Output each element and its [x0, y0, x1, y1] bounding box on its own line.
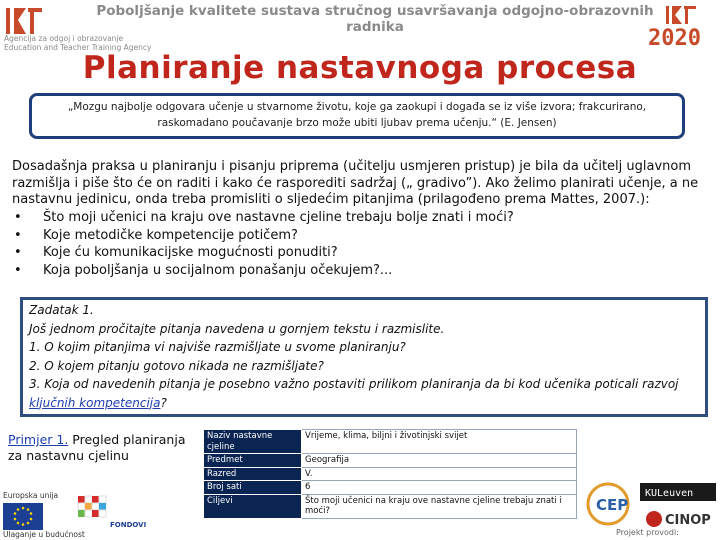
list-item-text: Koja poboljšanja u socijalnom ponašanju očekujem?...	[43, 262, 393, 278]
table-label: Predmet	[204, 454, 302, 468]
task-question-2: 2. O kojem pitanju gotovo nikada ne razmišljate?	[29, 358, 324, 373]
table-value: 6	[302, 481, 577, 495]
question-list	[12, 209, 712, 279]
table-value: Vrijeme, klima, biljni i životinjski svijet	[302, 430, 577, 454]
planning-table	[203, 429, 577, 519]
cinop-label: CINOP	[665, 513, 711, 528]
fondovi-label: FONDOVI	[110, 521, 147, 529]
table-label: Razred	[204, 467, 302, 481]
agency-logo-icon	[4, 4, 44, 36]
table-label: Naziv nastavne cjeline	[204, 430, 302, 454]
bullet-icon: •	[14, 227, 22, 243]
partner-label: KULeuven	[645, 488, 694, 499]
eu-flag-icon	[3, 503, 43, 530]
list-item	[12, 244, 712, 262]
list-item-text: Što moji učenici na kraju ove nastavne cjeline trebaju bolje znati i moći?	[43, 210, 514, 225]
task-question-3	[29, 375, 705, 412]
table-label: Broj sati	[204, 481, 302, 495]
page-title: Planiranje nastavnoga procesa	[82, 50, 638, 86]
list-item	[12, 262, 712, 280]
banner-title: Poboljšanje kvalitete sustava stručnog usavršavanja odgojno-obrazovnih radnika	[96, 3, 654, 35]
table-value: Što moji učenici na kraju ove nastavne cjeline trebaju znati i moći?	[302, 494, 577, 518]
eu-funds-logo-icon	[60, 494, 147, 530]
eu-slogan: Ulaganje u budućnost	[3, 530, 85, 539]
example-text: Pregled planiranja za nastavnu cjelinu	[8, 432, 186, 463]
table-row	[204, 454, 577, 468]
cinop-logo-icon	[644, 508, 714, 530]
agency-name-en: Education and Teacher Training Agency	[4, 43, 152, 52]
example-link[interactable]: Primjer 1.	[8, 432, 69, 447]
table-value: Geografija	[302, 454, 577, 468]
table-row	[204, 467, 577, 481]
intro-paragraph: Dosadašnja praksa u planiranju i pisanju priprema (učitelju usmjeren pristup) je bila da učitelj uglavnom razmišlja i piše što će on raditi i kako će rasporediti sadržaj („ gradivo”). Ako želimo planirati učenje, a ne nastavnu jedinicu, onda treba promisliti o sljedećim pitanjima (prilagođeno prema Mattes, 2007.):	[12, 159, 699, 208]
bullet-icon: •	[14, 245, 22, 260]
key-competences-link[interactable]: ključnih kompetencija	[29, 395, 161, 410]
list-item	[12, 209, 712, 227]
task-intro: Još jednom pročitajte pitanja navedena u gornjem tekstu i razmislite.	[29, 321, 445, 336]
task-title: Zadatak 1.	[29, 303, 94, 317]
list-item-text: Koje ću komunikacijske mogućnosti ponuditi?	[43, 245, 338, 260]
table-row	[204, 430, 577, 454]
partner-logo-icon	[640, 483, 716, 501]
list-item-text: Koje metodičke kompetencije potičem?	[43, 227, 298, 243]
cep-logo-icon	[582, 480, 634, 528]
bullet-icon: •	[14, 262, 22, 278]
task-text	[29, 301, 705, 412]
year-label: 2020	[648, 26, 701, 51]
table-row	[204, 494, 577, 518]
bullet-icon: •	[14, 210, 22, 225]
table-value: V.	[302, 467, 577, 481]
task-question-1: 1. O kojim pitanjima vi najviše razmišljate u svome planiranju?	[29, 340, 406, 354]
example-caption	[8, 432, 194, 464]
agency-name-hr: Agencija za odgoj i obrazovanje	[4, 34, 124, 43]
eu-label: Europska unija	[3, 491, 59, 500]
table-label: Ciljevi	[204, 494, 302, 518]
table-row	[204, 481, 577, 495]
quote-text: „Mozgu najbolje odgovara učenje u stvarnome životu, koje ga zaokupi i događa se iz više izvora; frakcurirano, raskomadano poučavanje brzo može ubiti ljubav prema učenju.“ (E. Jensen)	[67, 101, 647, 129]
task-question-3-end: ?	[160, 395, 167, 410]
project-implementer-label: Projekt provodi:	[616, 528, 679, 537]
task-question-3-text: 3. Koja od navedenih pitanja je posebno važno postaviti prilikom planiranja da bi kod učenika poticali razvoj	[29, 377, 679, 391]
list-item	[12, 227, 712, 245]
cep-label: CEP	[596, 496, 629, 514]
